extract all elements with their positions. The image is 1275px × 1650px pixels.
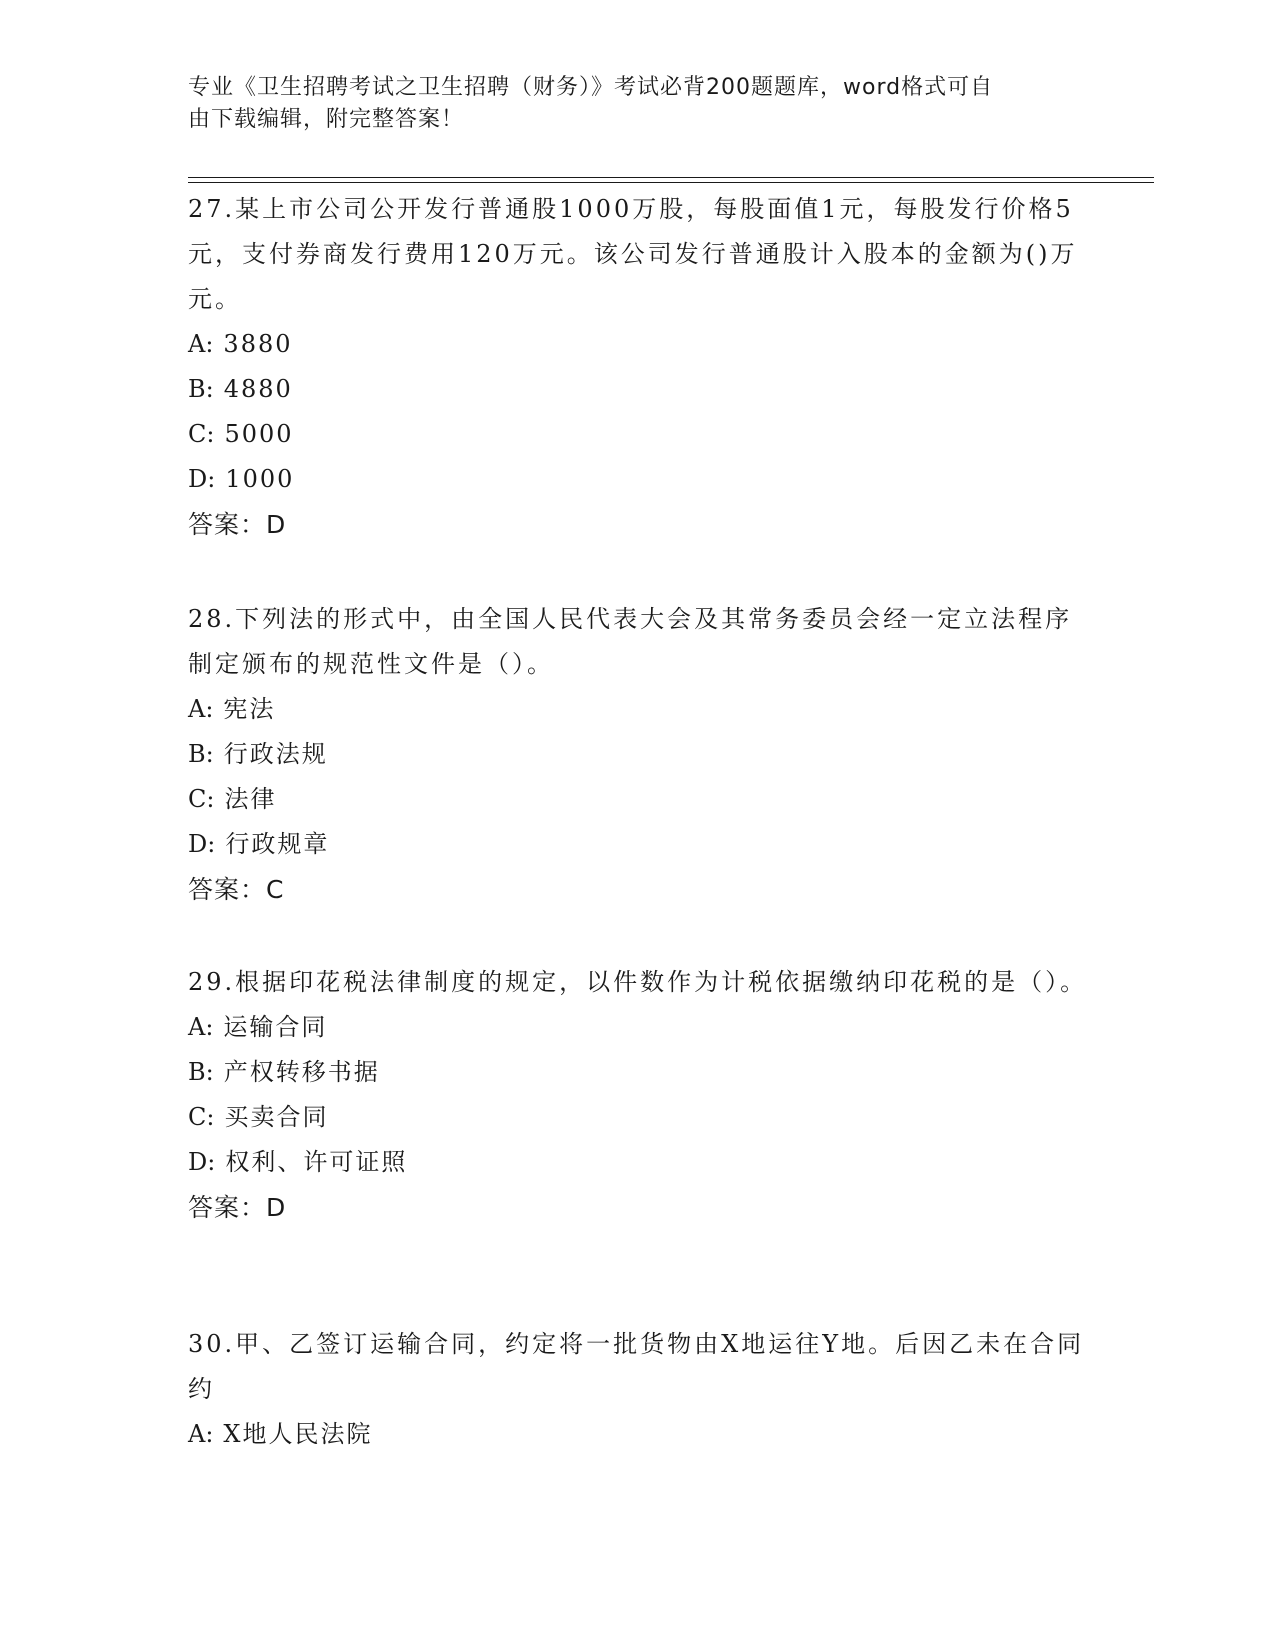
question-28 bbox=[188, 597, 1088, 912]
option-text: 宪法 bbox=[223, 695, 276, 723]
option-d bbox=[188, 822, 1088, 867]
question-text: 27.某上市公司公开发行普通股1000万股，每股面值1元，每股发行价格5元，支付券商发行费用120万元。该公司发行普通股计入股本的金额为()万元。 bbox=[188, 195, 1078, 313]
option-text: 产权转移书据 bbox=[223, 1058, 380, 1086]
option-b bbox=[188, 1050, 1088, 1095]
option-label: C: bbox=[188, 1103, 215, 1131]
option-text: 1000 bbox=[225, 465, 295, 493]
option-label: B: bbox=[188, 1058, 214, 1086]
header-divider-top bbox=[188, 177, 1154, 178]
option-text: 权利、许可证照 bbox=[225, 1148, 408, 1176]
option-label: A: bbox=[188, 1420, 214, 1448]
option-text: 行政规章 bbox=[225, 830, 330, 858]
header-line-1: 专业《卫生招聘考试之卫生招聘（财务）》考试必背200题题库，word格式可自 bbox=[188, 75, 994, 100]
option-text: X地人民法院 bbox=[223, 1420, 373, 1448]
answer: 答案：C bbox=[188, 875, 285, 904]
document-header bbox=[188, 72, 1068, 136]
option-label: A: bbox=[188, 330, 214, 358]
option-c bbox=[188, 412, 1088, 457]
option-label: D: bbox=[188, 465, 216, 493]
option-b bbox=[188, 732, 1088, 777]
option-a bbox=[188, 1412, 1088, 1457]
option-text: 4880 bbox=[223, 375, 293, 403]
option-text: 行政法规 bbox=[223, 740, 328, 768]
answer: 答案：D bbox=[188, 510, 287, 539]
option-text: 买卖合同 bbox=[224, 1103, 329, 1131]
question-text: 30.甲、乙签订运输合同，约定将一批货物由X地运往Y地。后因乙未在合同约 bbox=[188, 1330, 1085, 1403]
option-c bbox=[188, 1095, 1088, 1140]
option-d bbox=[188, 1140, 1088, 1185]
question-text: 29.根据印花税法律制度的规定，以件数作为计税依据缴纳印花税的是（）。 bbox=[188, 968, 1088, 996]
header-divider-bottom bbox=[188, 182, 1154, 183]
answer: 答案：D bbox=[188, 1193, 287, 1222]
option-a bbox=[188, 322, 1088, 367]
option-label: A: bbox=[188, 695, 214, 723]
option-b bbox=[188, 367, 1088, 412]
question-29 bbox=[188, 960, 1088, 1230]
option-label: A: bbox=[188, 1013, 214, 1041]
option-text: 3880 bbox=[223, 330, 293, 358]
option-label: D: bbox=[188, 830, 216, 858]
option-label: C: bbox=[188, 785, 215, 813]
option-text: 运输合同 bbox=[223, 1013, 328, 1041]
option-d bbox=[188, 457, 1088, 502]
header-line-2: 由下载编辑，附完整答案！ bbox=[188, 107, 465, 132]
option-label: B: bbox=[188, 375, 214, 403]
option-text: 5000 bbox=[224, 420, 294, 448]
question-text: 28.下列法的形式中，由全国人民代表大会及其常务委员会经一定立法程序制定颁布的规范性文件是（）。 bbox=[188, 605, 1073, 678]
option-a bbox=[188, 1005, 1088, 1050]
question-27 bbox=[188, 187, 1088, 547]
option-label: D: bbox=[188, 1148, 216, 1176]
option-c bbox=[188, 777, 1088, 822]
option-label: B: bbox=[188, 740, 214, 768]
option-text: 法律 bbox=[224, 785, 277, 813]
option-label: C: bbox=[188, 420, 215, 448]
option-a bbox=[188, 687, 1088, 732]
question-30 bbox=[188, 1322, 1088, 1457]
